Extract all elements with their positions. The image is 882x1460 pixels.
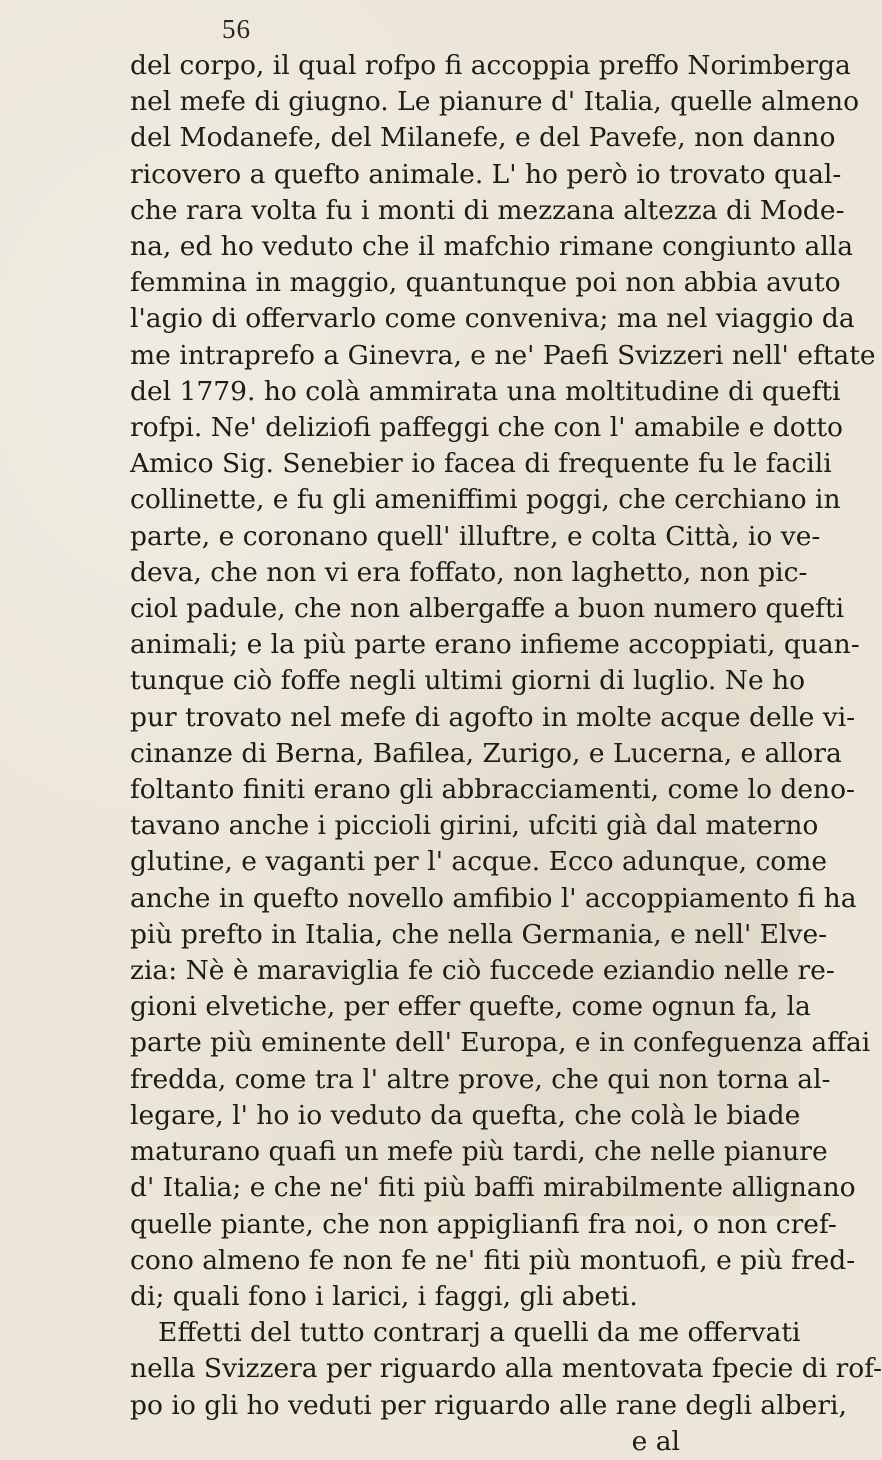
text-line: del Modanefe, del Milanefe, e del Pavefe, non danno <box>130 122 836 154</box>
text-line: ricovero a quefto animale. L' ho però io trovato qual- <box>130 158 842 190</box>
text-line: po io gli ho veduti per riguardo alle rane degli alberi, <box>130 1389 847 1421</box>
text-line: del corpo, il qual rofpo fi accoppia preffo Norimberga <box>130 50 851 81</box>
text-line: parte più eminente dell' Europa, e in confeguenza affai <box>130 1027 871 1059</box>
text-line: tavano anche i piccioli girini, ufciti già dal materno <box>130 810 819 842</box>
text-line: na, ed ho veduto che il mafchio rimane congiunto alla <box>130 231 854 263</box>
text-line: parte, e coronano quell' illuftre, e colta Città, io ve- <box>130 520 821 552</box>
text-line: zia: Nè è maraviglia fe ciò fuccede eziandio nelle re- <box>130 955 835 987</box>
text-line: gioni elvetiche, per effer quefte, come ognun fa, la <box>130 991 811 1023</box>
text-line: legare, l' ho io veduto da quefta, che colà le biade <box>130 1099 801 1131</box>
text-line: deva, che non vi era foffato, non laghetto, non pic- <box>130 556 808 588</box>
text-line: Amico Sig. Senebier io facea di frequente fu le facili <box>130 448 832 480</box>
text-line: rofpi. Ne' deliziofi paffeggi che con l' amabile e dotto <box>130 412 843 444</box>
text-line: cinanze di Berna, Bafilea, Zurigo, e Lucerna, e allora <box>130 737 842 769</box>
text-line: più prefto in Italia, che nella Germania, e nell' Elve- <box>130 918 828 950</box>
text-line: del 1779. ho colà ammirata una moltitudine di quefti <box>130 375 841 407</box>
text-line: cono almeno fe non fe ne' fiti più montuofi, e più fred- <box>130 1244 856 1276</box>
catchword: e al <box>631 1425 680 1457</box>
text-line: fredda, come tra l' altre prove, che qui non torna al- <box>130 1063 831 1095</box>
text-line: d' Italia; e che ne' fiti più baffi mirabilmente allignano <box>130 1172 856 1204</box>
text-line: femmina in maggio, quantunque poi non abbia avuto <box>130 267 841 299</box>
text-line: nel mefe di giugno. Le pianure d' Italia, quelle almeno <box>130 86 860 118</box>
text-line: pur trovato nel mefe di agofto in molte acque delle vi- <box>130 701 856 733</box>
text-line: tunque ciò foffe negli ultimi giorni di luglio. Ne ho <box>130 665 806 697</box>
text-line: l'agio di offervarlo come conveniva; ma nel viaggio da <box>130 303 855 335</box>
page-number: 56 <box>222 14 251 44</box>
text-line: foltanto finiti erano gli abbracciamenti, come lo deno- <box>130 774 855 806</box>
text-line: maturano quafi un mefe più tardi, che nelle pianure <box>130 1136 828 1168</box>
text-line: ciol padule, che non albergaffe a buon numero quefti <box>130 593 845 625</box>
body-text <box>130 48 882 1460</box>
text-line: che rara volta fu i monti di mezzana altezza di Mode- <box>130 194 845 226</box>
text-line: collinette, e fu gli ameniffimi poggi, che cerchiano in <box>130 484 841 516</box>
text-line: Effetti del tutto contrarj a quelli da me offervati <box>158 1317 801 1349</box>
text-line: quelle piante, che non appiglianfi fra noi, o non cref- <box>130 1208 837 1240</box>
text-line: nella Svizzera per riguardo alla mentovata fpecie di rof- <box>130 1353 882 1385</box>
text-line: animali; e la più parte erano infieme accoppiati, quan- <box>130 629 860 661</box>
text-line: me intraprefo a Ginevra, e ne' Paefi Svizzeri nell' eftate <box>130 339 876 371</box>
text-line: di; quali fono i larici, i faggi, gli abeti. <box>130 1280 638 1312</box>
text-line: glutine, e vaganti per l' acque. Ecco adunque, come <box>130 846 828 878</box>
text-line: anche in quefto novello amfibio l' accoppiamento fi ha <box>130 882 857 914</box>
